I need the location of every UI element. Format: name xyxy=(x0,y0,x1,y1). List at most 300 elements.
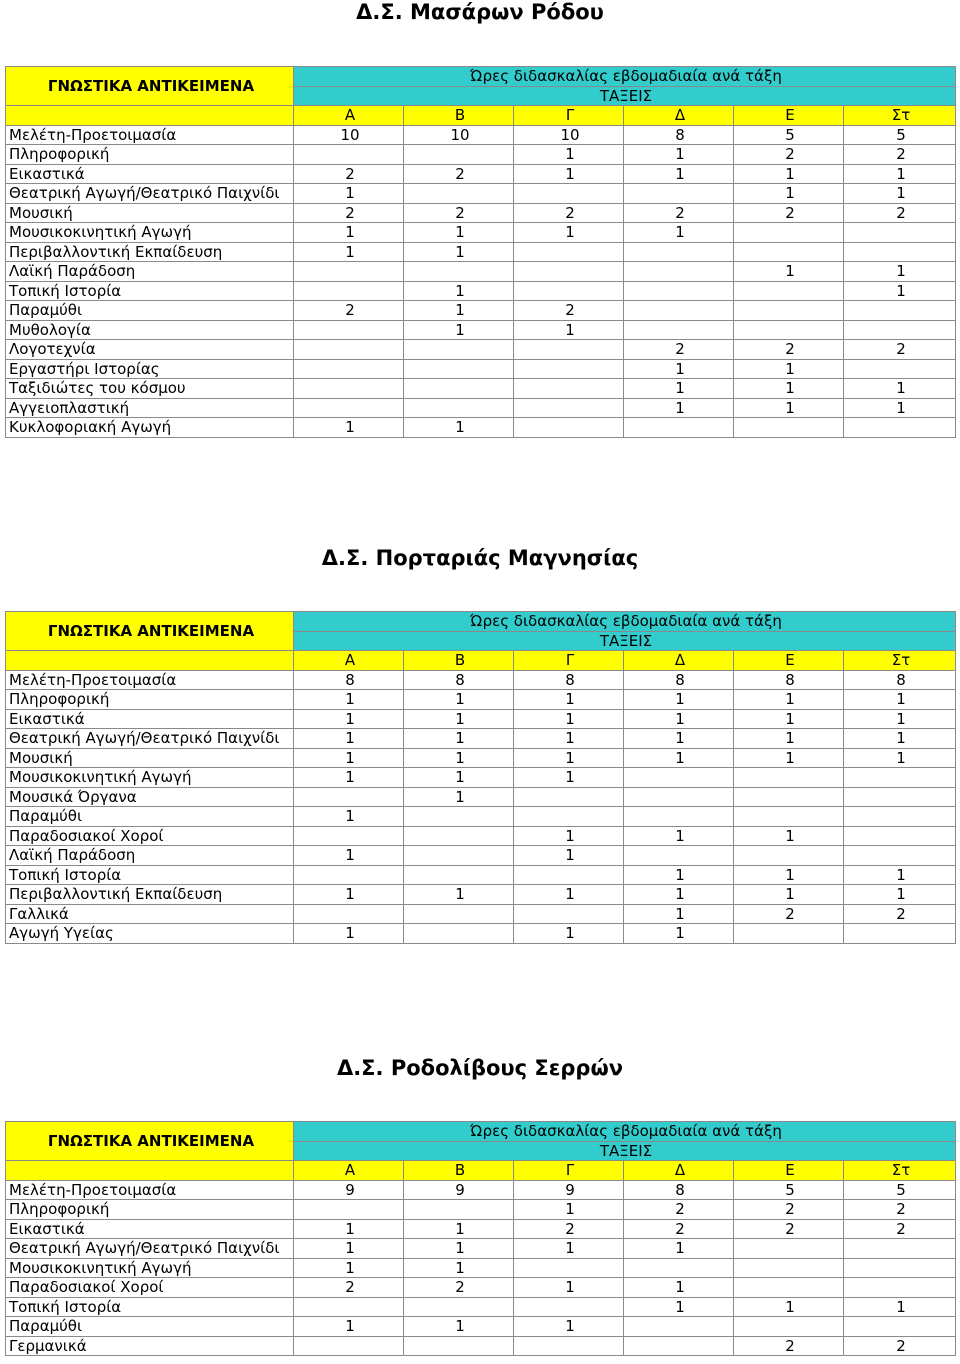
hours-cell xyxy=(294,379,404,399)
table-row xyxy=(6,1317,956,1337)
hours-cell xyxy=(404,340,514,360)
hours-cell: 1 xyxy=(624,1297,734,1317)
subject-cell: Μουσική xyxy=(6,203,294,223)
hours-cell: 1 xyxy=(514,709,624,729)
hours-cell: 1 xyxy=(734,865,844,885)
hours-cell: 8 xyxy=(624,670,734,690)
hours-cell xyxy=(734,281,844,301)
hours-cell xyxy=(734,1258,844,1278)
hours-cell: 1 xyxy=(294,709,404,729)
hours-cell: 2 xyxy=(624,340,734,360)
hours-cell: 2 xyxy=(844,1200,956,1220)
hours-cell: 1 xyxy=(624,865,734,885)
hours-cell xyxy=(514,807,624,827)
hours-cell: 1 xyxy=(844,729,956,749)
hours-cell: 2 xyxy=(734,145,844,165)
hours-cell xyxy=(734,924,844,944)
hours-cell: 8 xyxy=(624,125,734,145)
hours-cell: 2 xyxy=(734,1336,844,1356)
hours-cell: 2 xyxy=(624,1219,734,1239)
hours-cell: 2 xyxy=(844,1219,956,1239)
hours-cell: 1 xyxy=(404,885,514,905)
hours-cell xyxy=(624,301,734,321)
subject-cell: Θεατρική Αγωγή/Θεατρικό Παιχνίδι xyxy=(6,1239,294,1259)
hours-cell xyxy=(514,262,624,282)
grade-header: Δ xyxy=(624,106,734,126)
hours-cell: 1 xyxy=(514,1317,624,1337)
schedule-table-3 xyxy=(5,1121,956,1356)
subject-cell: Περιβαλλοντική Εκπαίδευση xyxy=(6,885,294,905)
hours-cell xyxy=(844,359,956,379)
grade-header: Ε xyxy=(734,1161,844,1181)
grade-header: Α xyxy=(294,651,404,671)
grade-header: Γ xyxy=(514,106,624,126)
hours-cell: 1 xyxy=(734,885,844,905)
subject-cell: Πληροφορική xyxy=(6,1200,294,1220)
grade-header: Στ xyxy=(844,1161,956,1181)
subject-cell: Ταξιδιώτες του κόσμου xyxy=(6,379,294,399)
table-row xyxy=(6,125,956,145)
hours-cell: 10 xyxy=(404,125,514,145)
grade-header-blank xyxy=(6,651,294,671)
hours-header: Ώρες διδασκαλίας εβδομαδιαία ανά τάξη xyxy=(294,67,956,87)
hours-cell xyxy=(294,320,404,340)
hours-cell xyxy=(404,262,514,282)
hours-cell: 1 xyxy=(294,1219,404,1239)
hours-cell: 8 xyxy=(404,670,514,690)
school-title-3: Δ.Σ. Ροδολίβους Σερρών xyxy=(336,1056,624,1080)
subject-cell: Εργαστήρι Ιστορίας xyxy=(6,359,294,379)
subjects-header: ΓΝΩΣΤΙΚΑ ΑΝΤΙΚΕΙΜΕΝΑ xyxy=(6,612,294,651)
hours-cell: 8 xyxy=(514,670,624,690)
hours-cell: 1 xyxy=(514,1278,624,1298)
hours-cell xyxy=(294,865,404,885)
hours-cell: 1 xyxy=(734,709,844,729)
subject-cell: Λαϊκή Παράδοση xyxy=(6,262,294,282)
hours-cell: 9 xyxy=(404,1180,514,1200)
hours-cell xyxy=(404,904,514,924)
hours-cell: 2 xyxy=(294,1278,404,1298)
hours-cell: 1 xyxy=(734,184,844,204)
hours-cell: 1 xyxy=(624,885,734,905)
table-row xyxy=(6,787,956,807)
table-row xyxy=(6,865,956,885)
table-row xyxy=(6,301,956,321)
hours-cell: 1 xyxy=(624,729,734,749)
grade-header: Στ xyxy=(844,106,956,126)
hours-cell: 1 xyxy=(844,748,956,768)
hours-cell: 1 xyxy=(404,223,514,243)
grade-header: Α xyxy=(294,106,404,126)
hours-cell xyxy=(624,281,734,301)
hours-cell: 2 xyxy=(514,1219,624,1239)
hours-cell xyxy=(514,904,624,924)
hours-cell xyxy=(734,807,844,827)
hours-cell xyxy=(734,846,844,866)
hours-cell xyxy=(624,1317,734,1337)
hours-cell: 1 xyxy=(624,748,734,768)
hours-cell xyxy=(844,1258,956,1278)
hours-cell xyxy=(734,768,844,788)
hours-cell: 1 xyxy=(514,320,624,340)
hours-cell xyxy=(404,379,514,399)
hours-cell: 2 xyxy=(294,164,404,184)
schedule-table-1 xyxy=(5,66,956,438)
hours-cell xyxy=(514,184,624,204)
hours-cell: 1 xyxy=(624,826,734,846)
hours-cell: 1 xyxy=(514,885,624,905)
subject-cell: Παραμύθι xyxy=(6,807,294,827)
subject-cell: Τοπική Ιστορία xyxy=(6,281,294,301)
hours-cell: 1 xyxy=(624,223,734,243)
hours-cell: 1 xyxy=(624,164,734,184)
subject-cell: Λογοτεχνία xyxy=(6,340,294,360)
hours-cell xyxy=(294,1200,404,1220)
hours-cell: 1 xyxy=(404,787,514,807)
hours-cell: 1 xyxy=(514,164,624,184)
hours-cell xyxy=(734,418,844,438)
hours-cell: 8 xyxy=(844,670,956,690)
hours-cell xyxy=(294,262,404,282)
subject-cell: Τοπική Ιστορία xyxy=(6,865,294,885)
hours-cell xyxy=(404,865,514,885)
hours-cell: 1 xyxy=(624,924,734,944)
grade-header: Δ xyxy=(624,1161,734,1181)
subject-cell: Παραμύθι xyxy=(6,301,294,321)
table-row xyxy=(6,1239,956,1259)
hours-cell: 1 xyxy=(514,846,624,866)
hours-cell: 1 xyxy=(404,242,514,262)
hours-cell: 1 xyxy=(404,1258,514,1278)
hours-cell: 1 xyxy=(844,398,956,418)
hours-cell xyxy=(514,865,624,885)
hours-cell: 1 xyxy=(294,1239,404,1259)
hours-cell xyxy=(514,398,624,418)
hours-cell: 1 xyxy=(514,748,624,768)
table-row xyxy=(6,184,956,204)
schedule-table-2 xyxy=(5,611,956,944)
subject-cell: Κυκλοφοριακή Αγωγή xyxy=(6,418,294,438)
hours-cell: 1 xyxy=(514,690,624,710)
hours-cell: 1 xyxy=(734,826,844,846)
subject-cell: Εικαστικά xyxy=(6,164,294,184)
grade-header: Γ xyxy=(514,1161,624,1181)
hours-cell: 1 xyxy=(404,709,514,729)
hours-cell: 1 xyxy=(624,904,734,924)
hours-cell xyxy=(624,184,734,204)
hours-cell: 1 xyxy=(844,690,956,710)
hours-cell xyxy=(404,184,514,204)
hours-cell: 1 xyxy=(844,1297,956,1317)
hours-cell xyxy=(624,1336,734,1356)
grade-header: Ε xyxy=(734,651,844,671)
table-row xyxy=(6,379,956,399)
hours-cell: 1 xyxy=(404,729,514,749)
hours-cell: 1 xyxy=(844,164,956,184)
subject-cell: Μελέτη-Προετοιμασία xyxy=(6,125,294,145)
subject-cell: Λαϊκή Παράδοση xyxy=(6,846,294,866)
grade-header: Δ xyxy=(624,651,734,671)
hours-cell: 1 xyxy=(404,1317,514,1337)
subject-cell: Παραμύθι xyxy=(6,1317,294,1337)
table-row xyxy=(6,203,956,223)
hours-cell xyxy=(514,281,624,301)
hours-cell: 2 xyxy=(294,203,404,223)
hours-cell xyxy=(844,320,956,340)
hours-header: Ώρες διδασκαλίας εβδομαδιαία ανά τάξη xyxy=(294,1122,956,1142)
hours-cell: 1 xyxy=(844,184,956,204)
hours-cell: 2 xyxy=(844,904,956,924)
grade-header-blank xyxy=(6,1161,294,1181)
subject-cell: Παραδοσιακοί Χοροί xyxy=(6,1278,294,1298)
hours-cell: 1 xyxy=(294,729,404,749)
subject-cell: Μουσικά Όργανα xyxy=(6,787,294,807)
table-row xyxy=(6,924,956,944)
hours-cell xyxy=(734,301,844,321)
grade-header: Ε xyxy=(734,106,844,126)
subject-cell: Πληροφορική xyxy=(6,690,294,710)
subject-cell: Περιβαλλοντική Εκπαίδευση xyxy=(6,242,294,262)
table-row xyxy=(6,826,956,846)
hours-cell xyxy=(844,924,956,944)
hours-cell xyxy=(514,787,624,807)
hours-cell: 2 xyxy=(514,301,624,321)
hours-cell: 1 xyxy=(624,1278,734,1298)
subject-cell: Εικαστικά xyxy=(6,1219,294,1239)
hours-cell xyxy=(624,807,734,827)
table-row xyxy=(6,807,956,827)
hours-cell: 1 xyxy=(514,924,624,944)
hours-cell: 1 xyxy=(734,1297,844,1317)
hours-cell: 2 xyxy=(514,203,624,223)
hours-cell: 8 xyxy=(734,670,844,690)
grade-header: Β xyxy=(404,1161,514,1181)
hours-cell xyxy=(844,301,956,321)
grade-header: Γ xyxy=(514,651,624,671)
hours-cell xyxy=(294,145,404,165)
table-row xyxy=(6,1200,956,1220)
hours-cell xyxy=(294,1297,404,1317)
table-row xyxy=(6,1180,956,1200)
hours-cell: 2 xyxy=(404,164,514,184)
hours-cell xyxy=(294,1336,404,1356)
subject-cell: Μουσικοκινητική Αγωγή xyxy=(6,768,294,788)
hours-cell: 1 xyxy=(624,1239,734,1259)
hours-cell xyxy=(844,1239,956,1259)
hours-cell xyxy=(404,846,514,866)
hours-cell xyxy=(734,1317,844,1337)
hours-cell: 1 xyxy=(404,281,514,301)
hours-cell: 1 xyxy=(734,164,844,184)
hours-cell xyxy=(404,826,514,846)
hours-cell xyxy=(734,787,844,807)
hours-cell xyxy=(844,768,956,788)
hours-cell: 10 xyxy=(294,125,404,145)
hours-cell xyxy=(404,359,514,379)
hours-cell: 1 xyxy=(514,1239,624,1259)
hours-cell xyxy=(624,418,734,438)
hours-cell: 2 xyxy=(734,904,844,924)
hours-cell: 1 xyxy=(734,379,844,399)
subject-cell: Αγωγή Υγείας xyxy=(6,924,294,944)
subject-cell: Εικαστικά xyxy=(6,709,294,729)
table-row xyxy=(6,1297,956,1317)
table-row xyxy=(6,223,956,243)
hours-cell xyxy=(624,262,734,282)
hours-cell: 1 xyxy=(294,846,404,866)
hours-cell: 2 xyxy=(844,340,956,360)
hours-cell xyxy=(734,223,844,243)
hours-cell: 1 xyxy=(514,768,624,788)
hours-cell: 5 xyxy=(734,125,844,145)
table-row xyxy=(6,885,956,905)
hours-cell: 1 xyxy=(844,885,956,905)
hours-cell xyxy=(734,1278,844,1298)
hours-cell: 10 xyxy=(514,125,624,145)
hours-cell: 2 xyxy=(624,1200,734,1220)
hours-cell xyxy=(404,924,514,944)
school-title-1: Δ.Σ. Μασάρων Ρόδου xyxy=(356,0,604,24)
hours-cell: 1 xyxy=(404,301,514,321)
hours-cell: 1 xyxy=(294,184,404,204)
grade-header: Β xyxy=(404,106,514,126)
hours-cell: 1 xyxy=(294,885,404,905)
table-row xyxy=(6,768,956,788)
table-row xyxy=(6,670,956,690)
hours-cell: 1 xyxy=(294,223,404,243)
hours-cell xyxy=(844,1317,956,1337)
subject-cell: Μυθολογία xyxy=(6,320,294,340)
hours-cell: 1 xyxy=(294,418,404,438)
table-row xyxy=(6,340,956,360)
hours-cell xyxy=(844,1278,956,1298)
hours-cell: 1 xyxy=(294,242,404,262)
hours-cell xyxy=(624,1258,734,1278)
hours-cell: 1 xyxy=(404,748,514,768)
hours-cell: 9 xyxy=(514,1180,624,1200)
subject-cell: Μελέτη-Προετοιμασία xyxy=(6,1180,294,1200)
hours-cell: 2 xyxy=(844,203,956,223)
hours-cell: 9 xyxy=(294,1180,404,1200)
hours-cell xyxy=(514,418,624,438)
subject-cell: Μελέτη-Προετοιμασία xyxy=(6,670,294,690)
subjects-header: ΓΝΩΣΤΙΚΑ ΑΝΤΙΚΕΙΜΕΝΑ xyxy=(6,1122,294,1161)
hours-cell: 2 xyxy=(404,203,514,223)
hours-cell: 1 xyxy=(844,865,956,885)
subject-cell: Μουσικοκινητική Αγωγή xyxy=(6,1258,294,1278)
hours-cell: 2 xyxy=(734,1200,844,1220)
hours-cell xyxy=(514,1297,624,1317)
grade-header: Α xyxy=(294,1161,404,1181)
hours-cell: 1 xyxy=(844,709,956,729)
subjects-header: ΓΝΩΣΤΙΚΑ ΑΝΤΙΚΕΙΜΕΝΑ xyxy=(6,67,294,106)
hours-cell: 1 xyxy=(404,320,514,340)
hours-cell: 1 xyxy=(404,768,514,788)
hours-cell: 1 xyxy=(404,690,514,710)
hours-cell: 1 xyxy=(514,826,624,846)
table-row xyxy=(6,242,956,262)
hours-cell xyxy=(294,787,404,807)
hours-cell: 1 xyxy=(624,145,734,165)
table-row xyxy=(6,904,956,924)
table-row xyxy=(6,418,956,438)
hours-cell: 5 xyxy=(844,125,956,145)
hours-cell: 1 xyxy=(404,418,514,438)
hours-cell: 2 xyxy=(624,203,734,223)
hours-cell: 1 xyxy=(294,807,404,827)
hours-cell: 5 xyxy=(844,1180,956,1200)
hours-cell xyxy=(844,223,956,243)
hours-cell xyxy=(514,359,624,379)
hours-cell: 1 xyxy=(734,398,844,418)
hours-cell: 1 xyxy=(294,1258,404,1278)
table-row xyxy=(6,1219,956,1239)
hours-cell xyxy=(844,787,956,807)
hours-cell xyxy=(514,379,624,399)
subject-cell: Γαλλικά xyxy=(6,904,294,924)
hours-cell: 1 xyxy=(294,690,404,710)
hours-cell xyxy=(734,242,844,262)
hours-header: Ώρες διδασκαλίας εβδομαδιαία ανά τάξη xyxy=(294,612,956,632)
hours-cell xyxy=(404,807,514,827)
hours-cell xyxy=(734,320,844,340)
subject-cell: Θεατρική Αγωγή/Θεατρικό Παιχνίδι xyxy=(6,184,294,204)
hours-cell: 1 xyxy=(404,1219,514,1239)
grade-header: Β xyxy=(404,651,514,671)
hours-cell xyxy=(294,281,404,301)
hours-cell: 1 xyxy=(624,398,734,418)
table-row xyxy=(6,281,956,301)
hours-cell xyxy=(294,904,404,924)
classes-header: ΤΑΞΕΙΣ xyxy=(294,631,956,651)
hours-cell: 1 xyxy=(844,379,956,399)
hours-cell: 2 xyxy=(404,1278,514,1298)
hours-cell: 1 xyxy=(734,690,844,710)
hours-cell xyxy=(624,768,734,788)
hours-cell: 5 xyxy=(734,1180,844,1200)
table-row xyxy=(6,748,956,768)
classes-header: ΤΑΞΕΙΣ xyxy=(294,86,956,106)
hours-cell xyxy=(624,846,734,866)
subject-cell: Αγγειοπλαστική xyxy=(6,398,294,418)
table-row xyxy=(6,164,956,184)
subject-cell: Πληροφορική xyxy=(6,145,294,165)
hours-cell: 1 xyxy=(404,1239,514,1259)
subject-cell: Γερμανικά xyxy=(6,1336,294,1356)
hours-cell: 8 xyxy=(294,670,404,690)
hours-cell xyxy=(404,1200,514,1220)
hours-cell xyxy=(844,242,956,262)
table-row xyxy=(6,729,956,749)
hours-cell xyxy=(624,787,734,807)
subject-cell: Θεατρική Αγωγή/Θεατρικό Παιχνίδι xyxy=(6,729,294,749)
hours-cell xyxy=(514,1258,624,1278)
hours-cell: 1 xyxy=(844,281,956,301)
hours-cell xyxy=(294,359,404,379)
table-row xyxy=(6,262,956,282)
classes-header: ΤΑΞΕΙΣ xyxy=(294,1141,956,1161)
hours-cell xyxy=(404,398,514,418)
table-row xyxy=(6,398,956,418)
hours-cell xyxy=(624,320,734,340)
hours-cell xyxy=(734,1239,844,1259)
hours-cell: 1 xyxy=(294,924,404,944)
grade-header: Στ xyxy=(844,651,956,671)
hours-cell xyxy=(624,242,734,262)
hours-cell: 1 xyxy=(734,359,844,379)
table-row xyxy=(6,1258,956,1278)
hours-cell xyxy=(404,1297,514,1317)
